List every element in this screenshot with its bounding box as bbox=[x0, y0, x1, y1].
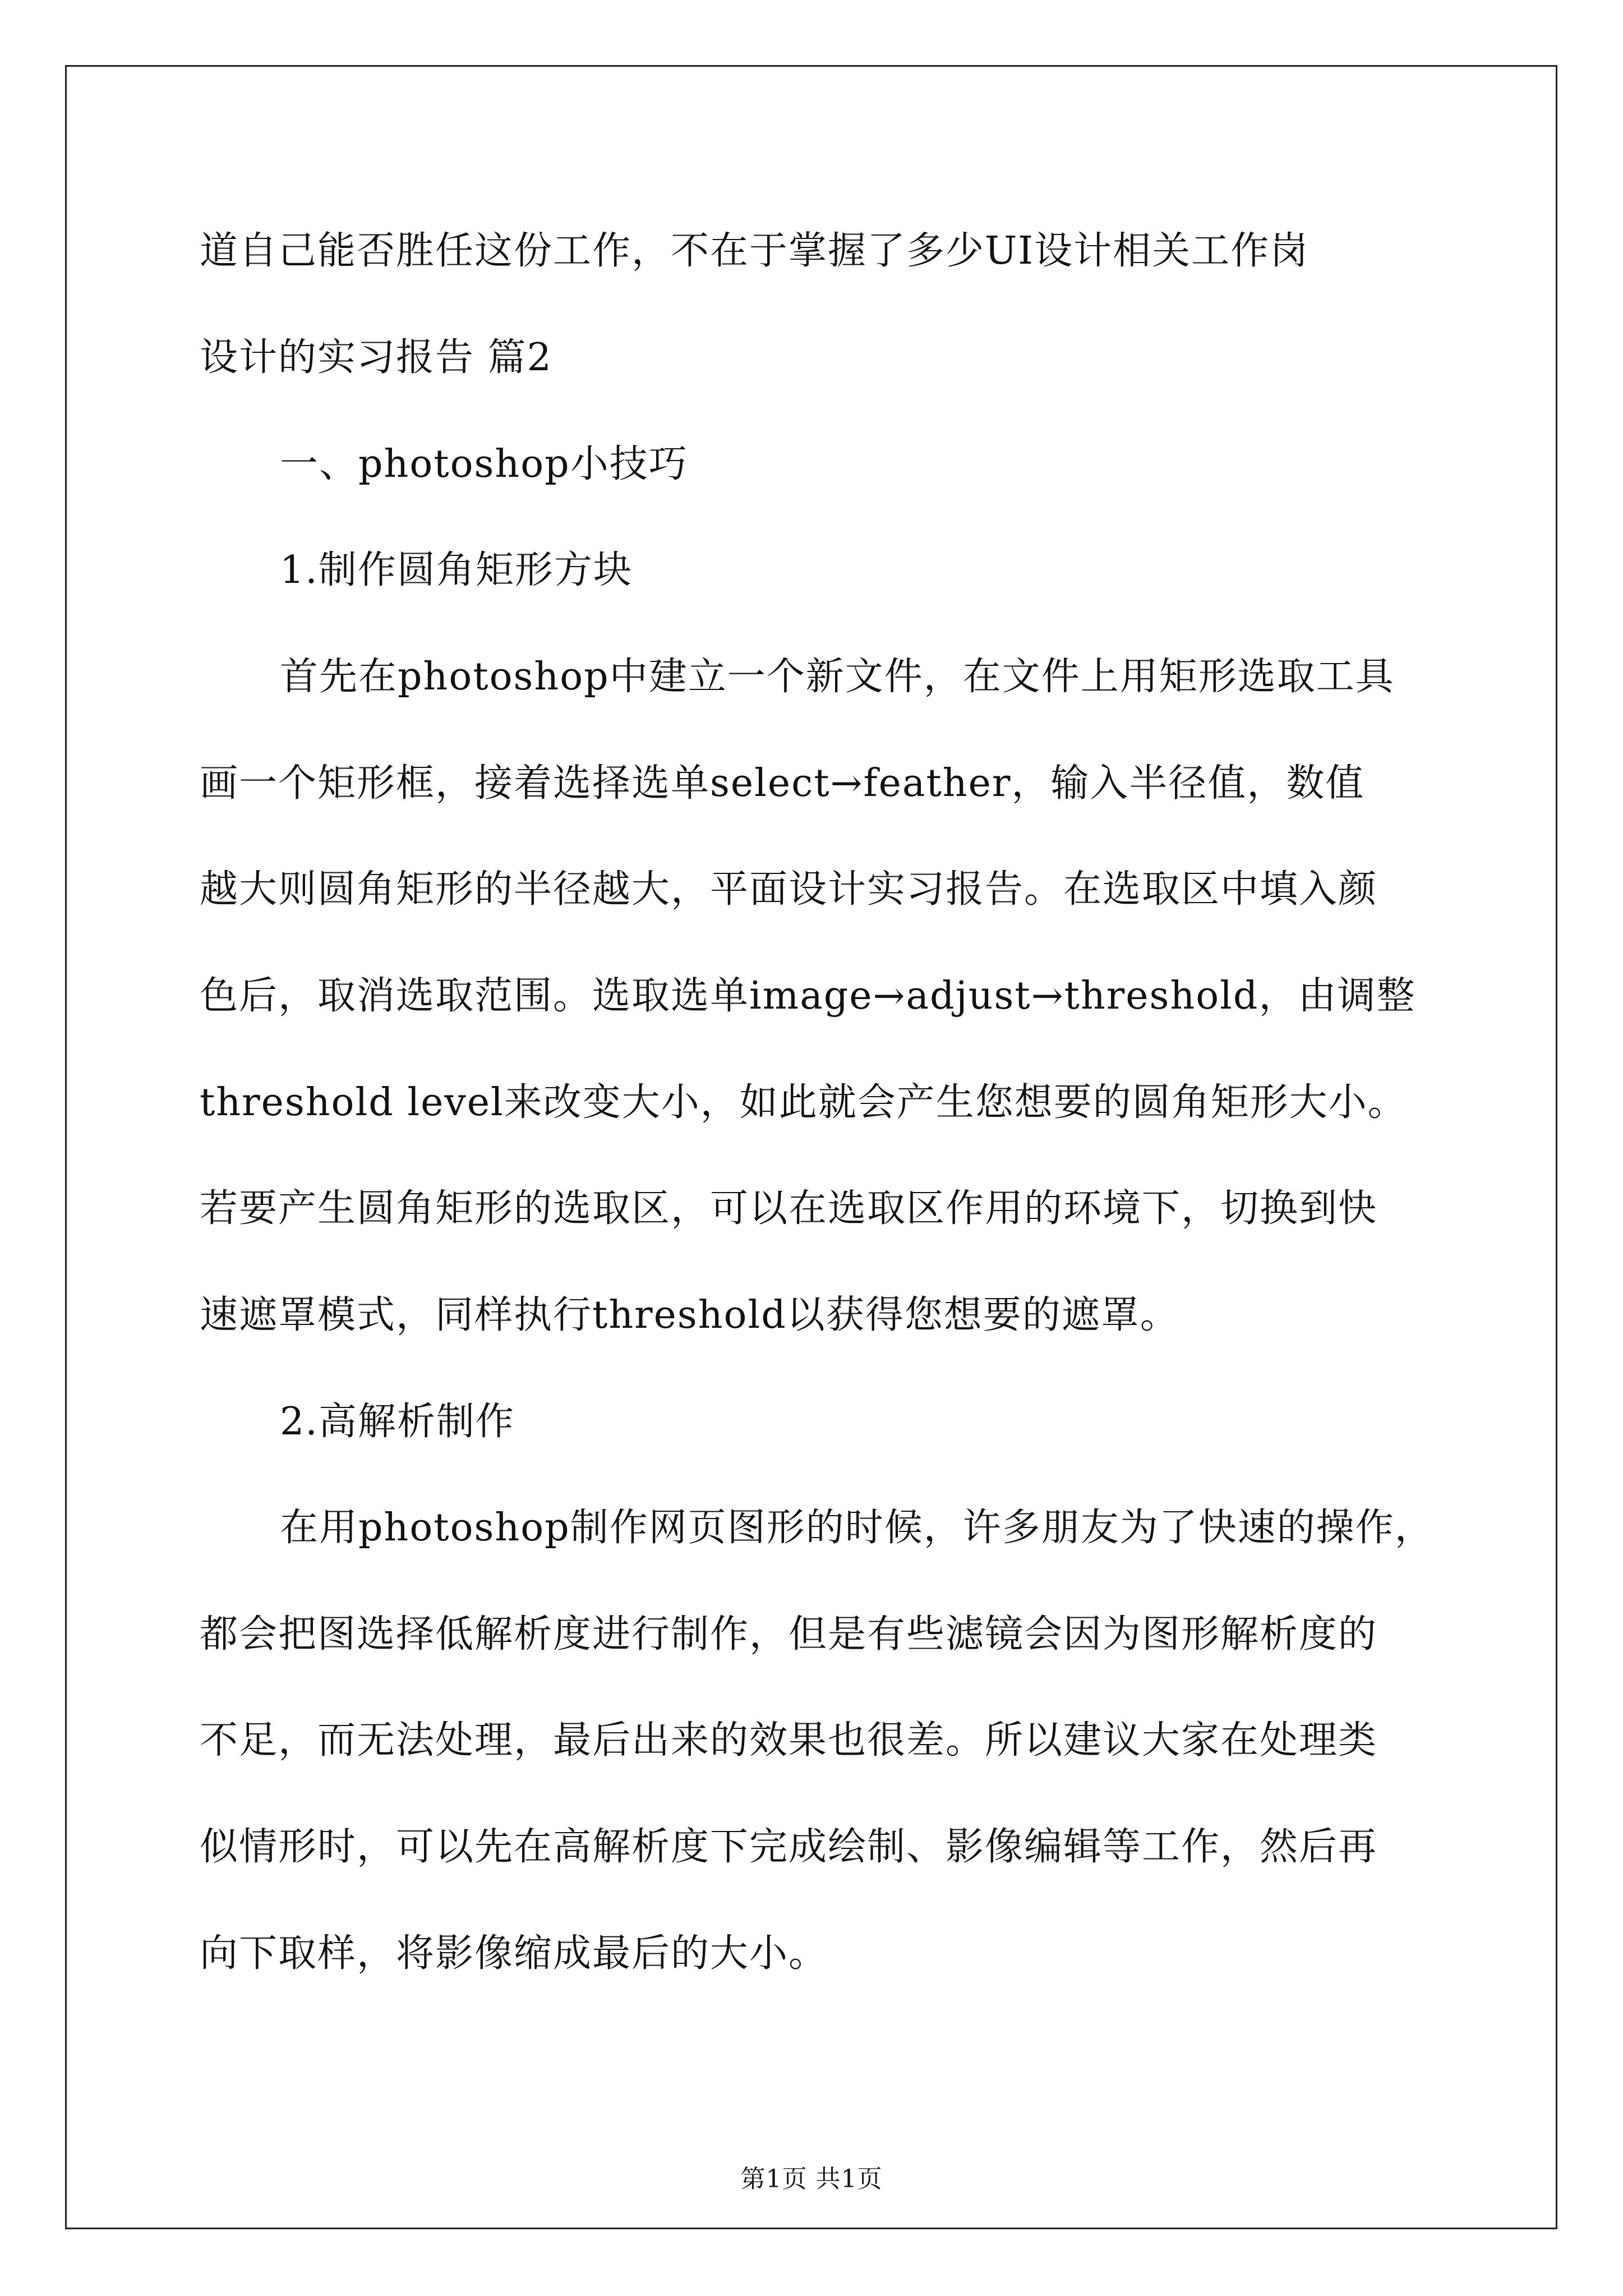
paragraph-line: 在用photoshop制作网页图形的时候，许多朋友为了快速的操作， bbox=[280, 1506, 1434, 1550]
page-footer: 第1页 共1页 bbox=[740, 2165, 883, 2193]
text-line: 道自己能否胜任这份工作，不在于掌握了多少UI设计相关工作岗 bbox=[200, 229, 1310, 273]
paragraph-line: 不足，而无法处理，最后出来的效果也很差。所以建议大家在处理类 bbox=[200, 1718, 1378, 1763]
paragraph-line: 向下取样，将影像缩成最后的大小。 bbox=[200, 1931, 828, 1976]
subheading-high-resolution: 2.高解析制作 bbox=[280, 1400, 515, 1444]
heading-photoshop-tips: 一、photoshop小技巧 bbox=[280, 442, 688, 486]
paragraph-line: 似情形时，可以先在高解析度下完成绘制、影像编辑等工作，然后再 bbox=[200, 1825, 1378, 1869]
paragraph-line: threshold level来改变大小，如此就会产生您想要的圆角矩形大小。 bbox=[200, 1080, 1407, 1125]
paragraph-line: 越大则圆角矩形的半径越大，平面设计实习报告。在选取区中填入颜 bbox=[200, 867, 1378, 912]
page-border bbox=[65, 65, 1557, 2229]
subheading-rounded-rectangle: 1.制作圆角矩形方块 bbox=[280, 548, 633, 592]
paragraph-line: 都会把图选择低解析度进行制作，但是有些滤镜会因为图形解析度的 bbox=[200, 1612, 1378, 1657]
paragraph-line: 色后，取消选取范围。选取选单image→adjust→threshold，由调整 bbox=[200, 974, 1416, 1018]
section-title: 设计的实习报告 篇2 bbox=[200, 335, 552, 380]
paragraph-line: 画一个矩形框，接着选择选单select→feather，输入半径值，数值 bbox=[200, 761, 1365, 806]
paragraph-line: 若要产生圆角矩形的选取区，可以在选取区作用的环境下，切换到快 bbox=[200, 1186, 1378, 1231]
paragraph-line: 速遮罩模式，同样执行threshold以获得您想要的遮罩。 bbox=[200, 1293, 1179, 1337]
paragraph-line: 首先在photoshop中建立一个新文件，在文件上用矩形选取工具 bbox=[280, 655, 1395, 699]
